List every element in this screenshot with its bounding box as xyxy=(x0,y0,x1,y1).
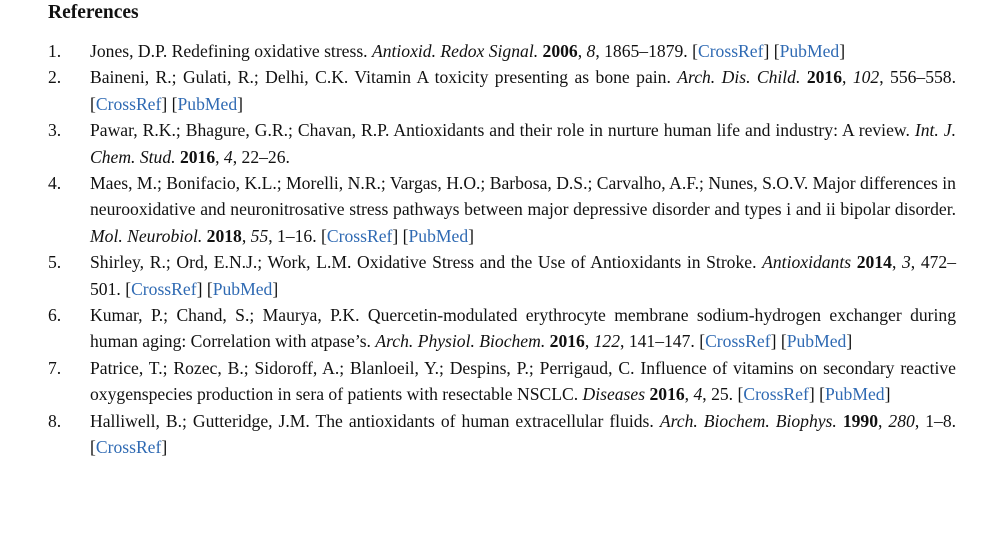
pubmed-link[interactable]: PubMed xyxy=(779,41,840,61)
reference-title: Influence of vitamins on secondary reactive oxygenspecies production in sera of patients with resectable NSCLC. xyxy=(90,357,956,405)
reference-authors: Baineni, R.; Gulati, R.; Delhi, C.K. xyxy=(90,67,349,88)
reference-journal: Int. J. Chem. Stud. xyxy=(90,120,956,167)
crossref-link[interactable]: CrossRef xyxy=(131,278,197,299)
crossref-link[interactable]: CrossRef xyxy=(743,384,809,405)
reference-volume: 3 xyxy=(901,252,911,273)
reference-number: 8. xyxy=(48,410,62,431)
reference-item: 5. Shirley, R.; Ord, E.N.J.; Work, L.M. Oxidative Stress and the Use of Antioxidants in Stroke. Antioxidants 2014, 3, 472–501. [CrossRef] [PubMed] xyxy=(48,249,956,302)
crossref-link[interactable]: CrossRef xyxy=(705,331,771,352)
reference-title: Redefining oxidative stress. xyxy=(171,41,368,61)
reference-pages: 556–558. xyxy=(890,67,956,88)
reference-year: 2016 xyxy=(549,331,585,352)
reference-pages: 472–501. xyxy=(90,252,957,299)
reference-year: 1990 xyxy=(842,410,879,431)
reference-volume: 280 xyxy=(888,410,915,431)
pubmed-link[interactable]: PubMed xyxy=(408,225,469,246)
reference-volume: 55 xyxy=(250,225,269,246)
reference-journal: Arch. Physiol. Biochem. xyxy=(375,331,546,352)
reference-item: 6. Kumar, P.; Chand, S.; Maurya, P.K. Quercetin-modulated erythrocyte membrane sodium-hydrogen exchanger during human aging: Correlation with atpase’s. Arch. Physiol. Biochem. 2016, 122, 141–147. [CrossRef] [PubMed] xyxy=(48,302,956,355)
reference-number: 6. xyxy=(48,305,62,326)
reference-number: 4. xyxy=(48,173,62,194)
reference-pages: 22–26. xyxy=(241,146,290,167)
reference-item: 7. Patrice, T.; Rozec, B.; Sidoroff, A.; Blanloeil, Y.; Despins, P.; Perrigaud, C. Influence of vitamins on secondary reactive oxygenspecies production in sera of patients with resectable NSCLC. Diseases 2016, 4, 25. [CrossRef] [PubMed] xyxy=(48,355,956,408)
reference-volume: 122 xyxy=(593,331,621,352)
reference-pages: 141–147. xyxy=(628,331,695,352)
reference-item: 3. Pawar, R.K.; Bhagure, G.R.; Chavan, R.P. Antioxidants and their role in nurture human life and industry: A review. Int. J. Chem. Stud. 2016, 4, 22–26. xyxy=(48,117,956,170)
reference-year: 2016 xyxy=(179,146,216,167)
reference-journal: Arch. Dis. Child. xyxy=(677,67,801,88)
references-heading: References xyxy=(48,2,139,23)
reference-number: 7. xyxy=(48,357,62,378)
reference-number: 2. xyxy=(48,67,62,88)
reference-journal: Mol. Neurobiol. xyxy=(90,225,203,246)
reference-volume: 4 xyxy=(223,146,233,167)
reference-authors: Maes, M.; Bonifacio, K.L.; Morelli, N.R.; Vargas, H.O.; Barbosa, D.S.; Carvalho, A.F.; Nunes, S.O.V. xyxy=(90,173,809,194)
reference-authors: Kumar, P.; Chand, S.; Maurya, P.K. xyxy=(90,305,360,326)
reference-item: 8. Halliwell, B.; Gutteridge, J.M. The antioxidants of human extracellular fluids. Arch. Biochem. Biophys. 1990, 280, 1–8. [CrossRef] xyxy=(48,408,956,461)
reference-item: 4. Maes, M.; Bonifacio, K.L.; Morelli, N.R.; Vargas, H.O.; Barbosa, D.S.; Carvalho, A.F.; Nunes, S.O.V. Major differences in neurooxidative and neuronitrosative stress pathways between major depressive disorder and types i and ii bipolar disorder. Mol. Neurobiol. 2018, 55, 1–16. [CrossRef] [PubMed] xyxy=(48,170,956,249)
reference-journal: Antioxidants xyxy=(762,252,852,273)
reference-pages: 25. xyxy=(711,384,734,405)
reference-authors: Shirley, R.; Ord, E.N.J.; Work, L.M. xyxy=(90,252,352,273)
pubmed-link[interactable]: PubMed xyxy=(212,278,273,299)
crossref-link[interactable]: CrossRef xyxy=(326,225,393,246)
pubmed-link[interactable]: PubMed xyxy=(786,331,847,352)
reference-year: 2006 xyxy=(542,41,578,61)
reference-journal: Antioxid. Redox Signal. xyxy=(371,41,539,61)
reference-pages: 1865–1879. xyxy=(604,41,688,61)
reference-year: 2016 xyxy=(649,384,685,405)
pubmed-link[interactable]: PubMed xyxy=(177,93,238,114)
reference-year: 2018 xyxy=(206,225,242,246)
reference-title: The antioxidants of human extracellular fluids. xyxy=(315,410,654,431)
references-list xyxy=(48,38,956,461)
reference-volume: 8 xyxy=(586,41,596,61)
pubmed-link[interactable]: PubMed xyxy=(824,384,885,405)
reference-item: 1. Jones, D.P. Redefining oxidative stress. Antioxid. Redox Signal. 2006, 8, 1865–1879. [CrossRef] [PubMed] xyxy=(48,38,956,64)
reference-item: 2. Baineni, R.; Gulati, R.; Delhi, C.K. Vitamin A toxicity presenting as bone pain. Arch. Dis. Child. 2016, 102, 556–558. [CrossRef] [PubMed] xyxy=(48,64,956,117)
crossref-link[interactable]: CrossRef xyxy=(95,437,162,458)
reference-authors: Pawar, R.K.; Bhagure, G.R.; Chavan, R.P. xyxy=(90,120,390,141)
reference-year: 2014 xyxy=(856,252,892,273)
reference-volume: 102 xyxy=(852,67,880,88)
reference-number: 5. xyxy=(48,252,62,273)
reference-year: 2016 xyxy=(806,67,842,88)
crossref-link[interactable]: CrossRef xyxy=(697,41,764,61)
reference-pages: 1–16. xyxy=(277,225,317,246)
reference-authors: Halliwell, B.; Gutteridge, J.M. xyxy=(90,410,310,431)
reference-volume: 4 xyxy=(693,384,703,405)
reference-number: 3. xyxy=(48,120,62,141)
reference-number: 1. xyxy=(48,41,62,61)
reference-pages: 1–8. xyxy=(925,410,957,431)
crossref-link[interactable]: CrossRef xyxy=(95,93,162,114)
reference-journal: Diseases xyxy=(582,384,646,405)
reference-title: Antioxidants and their role in nurture human life and industry: A review. xyxy=(393,120,910,141)
reference-title: Vitamin A toxicity presenting as bone pain. xyxy=(354,67,671,88)
reference-authors: Jones, D.P. xyxy=(90,41,168,61)
reference-title: Oxidative Stress and the Use of Antioxidants in Stroke. xyxy=(357,252,757,273)
reference-authors: Patrice, T.; Rozec, B.; Sidoroff, A.; Blanloeil, Y.; Despins, P.; Perrigaud, C. xyxy=(90,357,635,378)
reference-title: Quercetin-modulated erythrocyte membrane sodium-hydrogen exchanger during human aging: Correlation with atpase’s. xyxy=(90,305,957,352)
reference-title: Major differences in neurooxidative and neuronitrosative stress pathways between major depressive disorder and types i and ii bipolar disorder. xyxy=(90,173,956,220)
reference-journal: Arch. Biochem. Biophys. xyxy=(659,410,837,431)
